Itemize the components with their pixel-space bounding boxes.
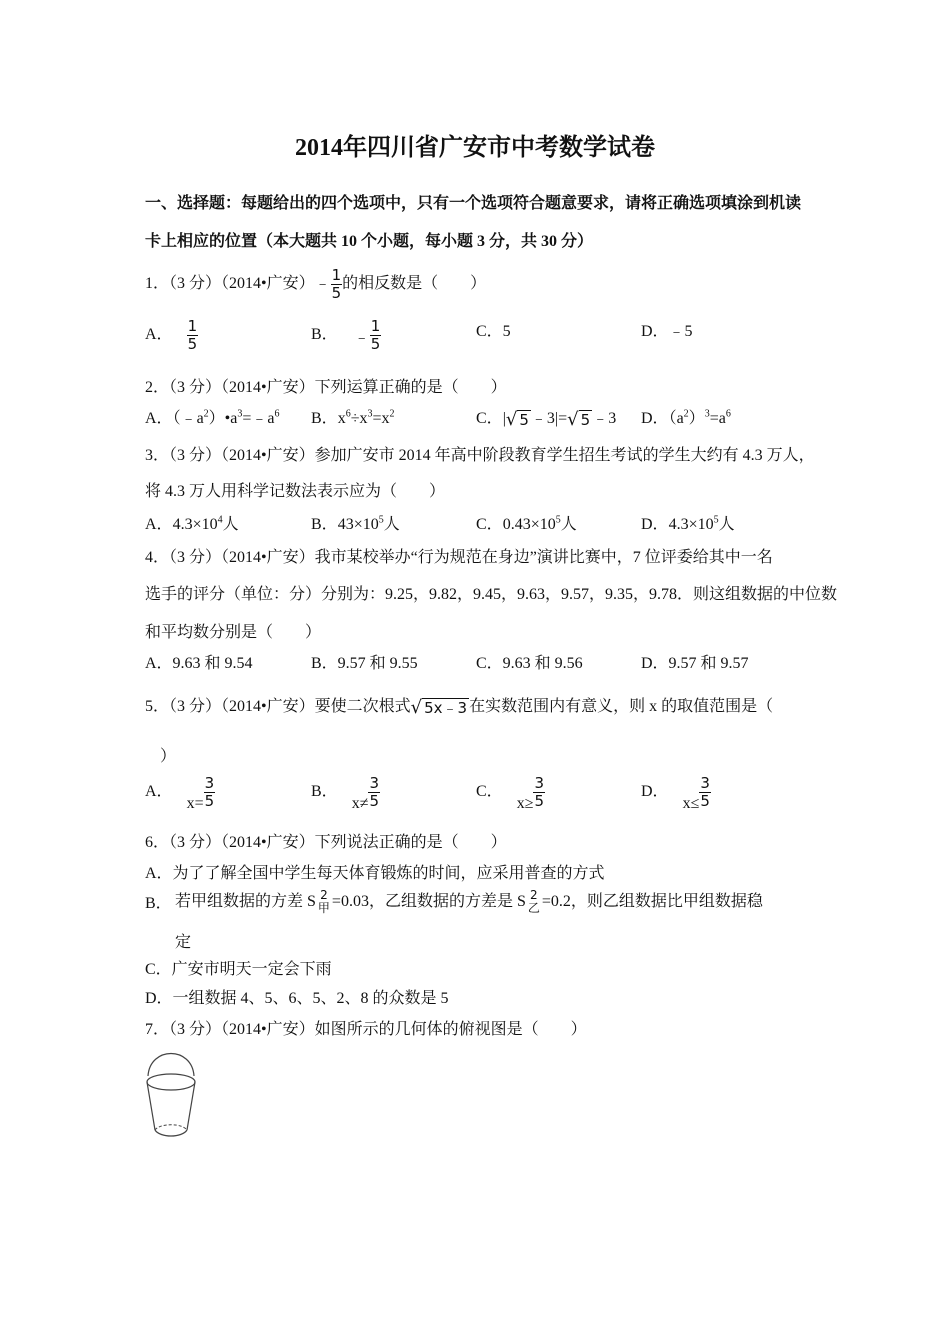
question-4-stem-line2: 选手的评分（单位：分）分别为：9.25，9.82，9.45，9.63，9.57，9.35，9.78．则这组数据的中位数 — [145, 586, 838, 603]
question-5-option-b[interactable]: B．x≠ $\frac{3}{5}$ — [311, 774, 380, 813]
radical-expression: √ 5x﹣3 — [410, 696, 468, 718]
question-4-stem-line1: 4．（3 分）（2014•广安）我市某校举办“行为规范在身边”演讲比赛中，7 位评委给其中一名 — [145, 549, 773, 566]
bucket-bottom-back — [155, 1125, 187, 1130]
question-5-option-c[interactable]: C．x≥ $\frac{3}{5}$ — [476, 774, 545, 813]
question-6-stem: 6．（3 分）（2014•广安）下列说法正确的是（ ） — [145, 834, 507, 851]
question-6-option-b[interactable]: 若甲组数据的方差 S 2 甲 =0.03，乙组数据的方差是 S 2 乙 =0.2，则乙组数据比甲组数据稳 — [175, 888, 763, 916]
question-1-option-d[interactable]: D．﹣5 — [641, 323, 693, 340]
question-1-stem: 1．（3 分）（2014•广安）﹣ $\frac{1}{5}$ 的相反数是（ ） — [145, 265, 487, 302]
geometry-figure — [140, 1050, 202, 1142]
question-6-option-b-line2: 定 — [175, 934, 192, 951]
question-2-stem: 2．（3 分）（2014•广安）下列运算正确的是（ ） — [145, 379, 507, 396]
question-3-stem-line1: 3．（3 分）（2014•广安）参加广安市 2014 年高中阶段教育学生招生考试的学生大约有 4.3 万人， — [145, 447, 815, 464]
question-3-option-a[interactable]: A．$4.3\times 10^4$人 — [145, 514, 239, 533]
question-3-stem-line2: 将 4.3 万人用科学记数法表示应为（ ） — [145, 483, 446, 500]
question-2-option-d[interactable]: D．$(a^2)^3=a^6$ — [641, 408, 731, 427]
page-title: 2014年四川省广安市中考数学试卷 — [295, 135, 655, 161]
question-2-option-c[interactable]: C．|√ 5 ﹣3|=√ 5 ﹣3 — [476, 408, 617, 430]
question-6-option-d[interactable]: D．一组数据 4、5、6、5、2、8 的众数是 5 — [145, 990, 449, 1007]
question-3-option-c[interactable]: C．$0.43\times 10^5$人 — [476, 514, 577, 533]
section-heading-line1: 一、选择题：每题给出的四个选项中，只有一个选项符合题意要求，请将正确选项填涂到机读 — [145, 195, 802, 212]
question-4-option-d[interactable]: D．9.57 和 9.57 — [641, 655, 749, 672]
question-2-option-b[interactable]: B．$x^6\div x^3=x^2$ — [311, 408, 395, 427]
question-6-option-b-label[interactable]: B． — [145, 895, 172, 912]
bucket-left-side — [147, 1082, 155, 1130]
question-4-option-a[interactable]: A．9.63 和 9.54 — [145, 655, 253, 672]
bucket-top-rim — [147, 1074, 195, 1090]
question-4-option-b[interactable]: B．9.57 和 9.55 — [311, 655, 418, 672]
question-4-option-c[interactable]: C．9.63 和 9.56 — [476, 655, 583, 672]
question-5-stem-close: ） — [160, 748, 177, 765]
bucket-right-side — [187, 1082, 195, 1130]
question-3-option-b[interactable]: B．$43\times 10^5$人 — [311, 514, 400, 533]
bucket-handle — [148, 1054, 194, 1077]
question-5-stem: 5．（3 分）（2014•广安）要使二次根式√ 5x﹣3 在实数范围内有意义，则 x 的取值范围是（ — [145, 696, 774, 718]
question-5-option-d[interactable]: D．x≤ $\frac{3}{5}$ — [641, 774, 710, 813]
section-heading-line2: 卡上相应的位置（本大题共 10 个小题，每小题 3 分，共 30 分） — [145, 233, 594, 250]
question-4-stem-line3: 和平均数分别是（ ） — [145, 624, 322, 641]
question-6-option-a[interactable]: A．为了了解全国中学生每天体育锻炼的时间，应采用普查的方式 — [145, 865, 605, 882]
question-1-option-c[interactable]: C．5 — [476, 323, 511, 340]
question-1-option-b[interactable]: B． ﹣ $\frac{1}{5}$ — [311, 317, 381, 353]
question-2-option-a[interactable]: A．$(﹣a^2)•a^3=﹣a^6$ — [145, 408, 280, 427]
question-5-option-a[interactable]: A．x= $\frac{3}{5}$ — [145, 774, 215, 813]
question-7-stem: 7．（3 分）（2014•广安）如图所示的几何体的俯视图是（ ） — [145, 1021, 587, 1038]
question-6-option-c[interactable]: C．广安市明天一定会下雨 — [145, 961, 332, 978]
bucket-bottom-front — [155, 1130, 187, 1136]
question-1-option-a[interactable]: A． $\frac{1}{5}$ — [145, 317, 198, 353]
fraction: $\frac{1}{5}$ — [331, 265, 342, 302]
question-3-option-d[interactable]: D．$4.3\times 10^5$人 — [641, 514, 735, 533]
